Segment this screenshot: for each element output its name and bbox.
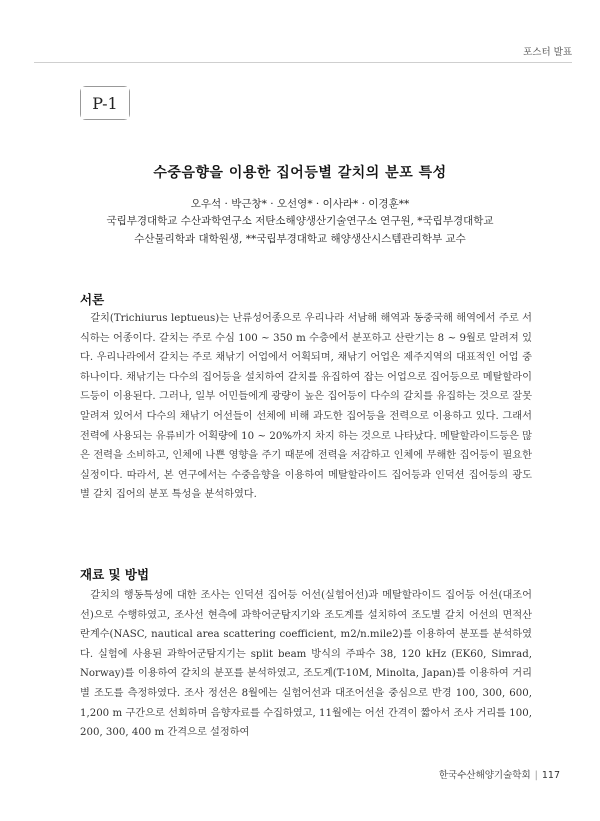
page-title: 수중음향을 이용한 집어등별 갈치의 분포 특성 [153, 165, 447, 181]
page-footer [439, 767, 560, 781]
footer-society: 한국수산해양기술학회 [438, 770, 531, 781]
intro-paragraph: 갈치(Trichiurus leptueus)는 난류성어종으로 우리나라 서남해 해역과 동중국해 해역에서 주로 서식하는 어종이다. 갈치는 주로 수심 100 ~ 350 m 수층에서 분포하고 산란기는 8 ~ 9월로 알려져 있다. 우리나라에서 갈치는 주로 채낚기 어업에서 어획되며, 채낚기 어업은 제주지역의 대표적인 어업 중 하나이다. 채낚기는 다수의 집어등을 설치하여 갈치를 유집하여 잡는 어업으로 집어등으로 메탈할라이드등이 이용된다. 그러나, 일부 어민들에게 광량이 높은 집어등이 다수의 갈치를 유집하는 것으로 잘못 알려져 있어서 다수의 채낚기 어선들이 선체에 비해 과도한 집어등을 전력으로 이용하고 있다. 그래서 전력에 사용되는 유류비가 어획량에 10 ~ 20%까지 차지 하는 것으로 나타났다. 메탈할라이드등은 많은 전력을 소비하고, 인체에 나쁜 영향을 주기 때문에 전력을 저감하고 인체에 무해한 집어등이 필요한 실정이다. 따라서, 본 연구에서는 수중음향을 이용하여 메탈할라이드 집어등과 인덕션 집어등의 광도별 갈치 집어의 분포 특성을 분석하였다. [80, 313, 532, 501]
poster-number: P-1 [81, 87, 129, 119]
section-label: 포스터 발표 [523, 47, 572, 58]
intro-heading: 서론 [80, 292, 105, 307]
methods-heading: 재료 및 방법 [80, 567, 150, 582]
affiliation-line-2: 수산물리학과 대학원생, **국립부경대학교 해양생산시스템관리학부 교수 [134, 233, 466, 245]
affiliation-line-1: 국립부경대학교 수산과학연구소 저탄소해양생산기술연구소 연구원, *국립부경대학교 [106, 215, 494, 227]
page-number: 117 [541, 770, 560, 781]
poster-number-box [80, 86, 130, 120]
header-divider [34, 62, 572, 63]
methods-paragraph: 갈치의 행동특성에 대한 조사는 인덕션 집어등 어선(실험어선)과 메탈할라이드 집어등 어선(대조어선)으로 수행하였고, 조사선 현측에 과학어군탐지기와 조도계를 설치하여 조도별 갈치 어선의 면적산란계수(NASC, nautical area scattering coefficient, m2/n.mile2)를 이용하여 분포를 분석하였다. 실험에 사용된 과학어군탐지기는 split beam 방식의 주파수 38, 120 kHz (EK60, Simrad, Norway)를 이용하여 갈치의 분포를 분석하였고, 조도계(T-10M, Minolta, Japan)를 이용하여 거리별 조도를 측정하였다. 조사 정선은 8월에는 실험어선과 대조어선을 중심으로 반경 100, 300, 600, 1,200 m 구간으로 선회하며 음향자료를 수집하였고, 11월에는 어선 간격이 짧아서 조사 거리를 100, 200, 300, 400 m 간격으로 설정하여 [80, 590, 532, 739]
footer-separator: | [534, 770, 538, 781]
authors: 오우석 · 박근창* · 오선영* · 이사라* · 이경훈** [190, 198, 410, 210]
